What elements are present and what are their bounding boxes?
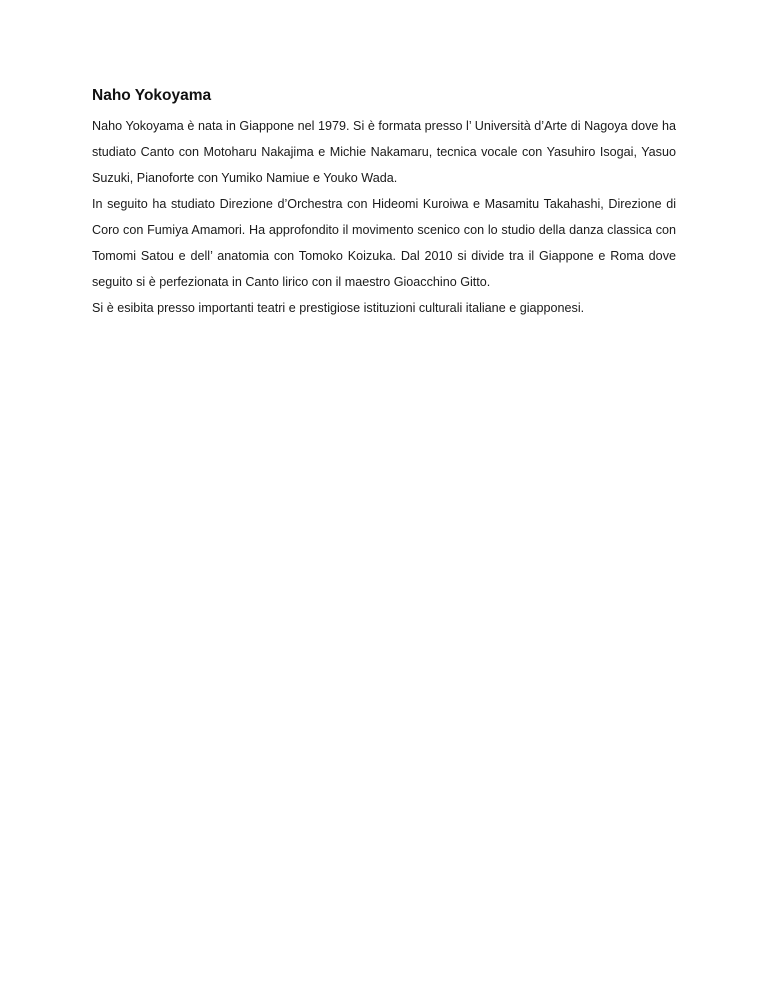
document-title: Naho Yokoyama <box>92 87 212 104</box>
biography-paragraph-2: In seguito ha studiato Direzione d’Orchestra con Hideomi Kuroiwa e Masamitu Takahashi, Direzione di Coro con Fumiya Amamori. Ha approfondito il movimento scenico con lo studio della danza classica con Tomomi Satou e dell’ anatomia con Tomoko Koizuka. Dal 2010 si divide tra il Giappone e Roma dove seguito si è perfezionata in Canto lirico con il maestro Gioacchino Gitto. <box>92 197 676 289</box>
biography-paragraph-1: Naho Yokoyama è nata in Giappone nel 1979. Si è formata presso l’ Università d’Arte di Nagoya dove ha studiato Canto con Motoharu Nakajima e Michie Nakamaru, tecnica vocale con Yasuhiro Isogai, Yasuo Suzuki, Pianoforte con Yumiko Namiue e Youko Wada. <box>92 119 676 185</box>
document-body <box>92 84 676 321</box>
biography-paragraph-3: Si è esibita presso importanti teatri e prestigiose istituzioni culturali italiane e giapponesi. <box>92 301 585 315</box>
